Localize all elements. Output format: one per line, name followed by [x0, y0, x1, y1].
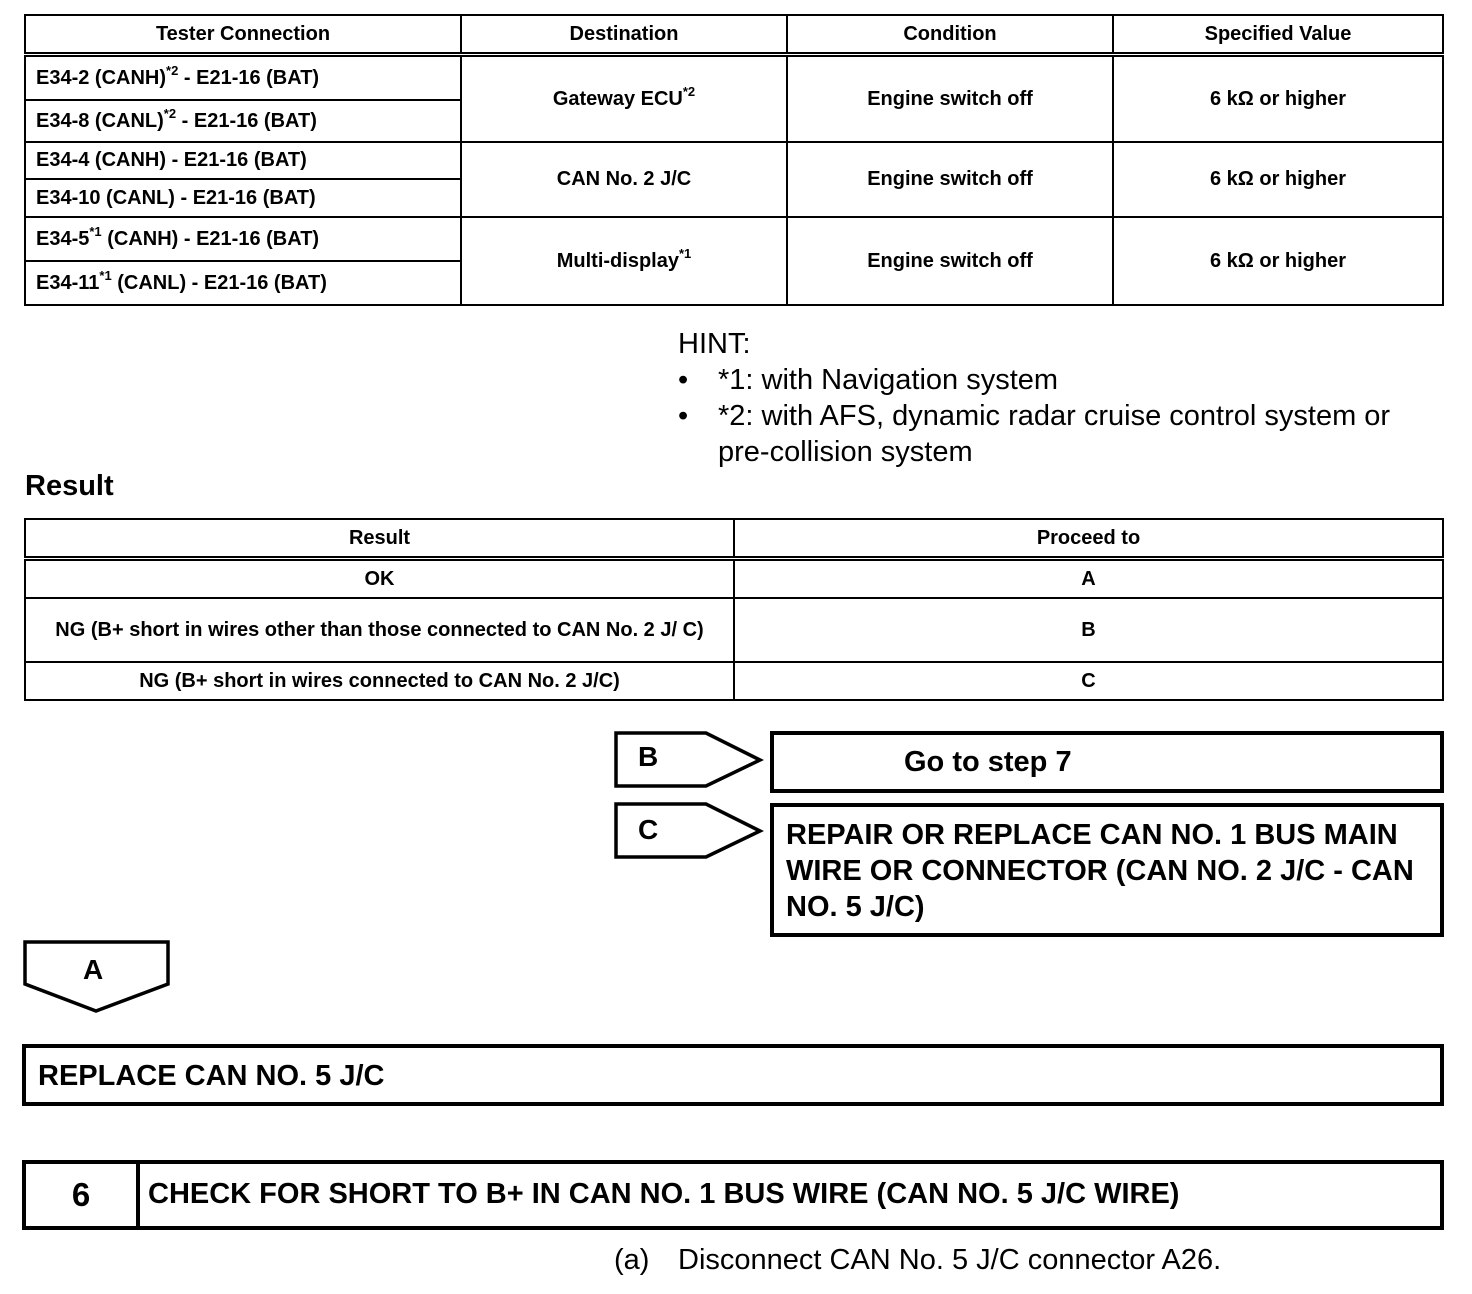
result-cell: NG (B+ short in wires connected to CAN No. 2 J/C) — [25, 662, 734, 700]
arrow-right-icon — [614, 802, 764, 860]
repair-replace-box — [770, 803, 1444, 937]
table-header-row — [25, 519, 1443, 559]
destination-cell: Gateway ECU$^{*2}$ — [461, 55, 787, 143]
header-destination: Destination — [461, 15, 787, 55]
substep-label: (a) — [614, 1244, 650, 1276]
proceed-cell: B — [734, 598, 1443, 662]
tester-connection-cell: E34-10 (CANL) - E21-16 (BAT) — [25, 179, 461, 217]
hint-list — [678, 362, 1448, 470]
hint-block — [678, 326, 1448, 470]
header-proceed-to: Proceed to — [734, 519, 1443, 559]
branch-a-label: A — [83, 954, 104, 985]
replace-can-jc-box — [22, 1044, 1444, 1106]
hint-item: • *2: with AFS, dynamic radar cruise control system or pre-collision system — [678, 398, 1448, 470]
header-condition: Condition — [787, 15, 1113, 55]
condition-cell: Engine switch off — [787, 217, 1113, 305]
branch-a-arrow — [23, 940, 171, 1014]
branch-c-arrow — [614, 802, 764, 860]
branch-b-arrow — [614, 731, 764, 789]
step-6-box — [22, 1160, 1444, 1230]
specified-value-cell: 6 kΩ or higher — [1113, 217, 1443, 305]
condition-cell: Engine switch off — [787, 142, 1113, 217]
condition-cell: Engine switch off — [787, 55, 1113, 143]
table-header-row — [25, 15, 1443, 55]
table-row — [25, 55, 1443, 101]
header-result: Result — [25, 519, 734, 559]
replace-can-jc-text: REPLACE CAN NO. 5 J/C — [38, 1060, 385, 1092]
tester-connection-cell: E34-11$^{*1}$ (CANL) - E21-16 (BAT) — [25, 261, 461, 305]
header-tester-connection: Tester Connection — [25, 15, 461, 55]
substep-text: Disconnect CAN No. 5 J/C connector A26. — [678, 1244, 1222, 1276]
branch-b-label: B — [638, 741, 659, 772]
result-cell: NG (B+ short in wires other than those connected to CAN No. 2 J/ C) — [25, 598, 734, 662]
specified-value-cell: 6 kΩ or higher — [1113, 142, 1443, 217]
tester-connection-cell: E34-4 (CANH) - E21-16 (BAT) — [25, 142, 461, 179]
table-row — [25, 598, 1443, 662]
table-row — [25, 142, 1443, 179]
table-row — [25, 217, 1443, 261]
tester-connection-cell: E34-8 (CANL)$^{*2}$ - E21-16 (BAT) — [25, 100, 461, 142]
substep-a — [614, 1244, 1221, 1277]
result-heading: Result — [25, 470, 114, 502]
arrow-right-icon — [614, 731, 764, 789]
specified-value-cell: 6 kΩ or higher — [1113, 55, 1443, 143]
table-row — [25, 662, 1443, 700]
tester-connection-table — [24, 14, 1444, 306]
table-row — [25, 559, 1443, 599]
hint-item: • *1: with Navigation system — [678, 362, 1448, 398]
destination-cell: Multi-display$^{*1}$ — [461, 217, 787, 305]
branch-c-label: C — [638, 814, 659, 845]
proceed-cell: C — [734, 662, 1443, 700]
step-title: CHECK FOR SHORT TO B+ IN CAN NO. 1 BUS WIRE (CAN NO. 5 J/C WIRE) — [148, 1178, 1180, 1210]
tester-connection-cell: E34-2 (CANH)$^{*2}$ - E21-16 (BAT) — [25, 55, 461, 101]
destination-cell: CAN No. 2 J/C — [461, 142, 787, 217]
go-to-step-7-text: Go to step 7 — [904, 746, 1072, 778]
proceed-cell: A — [734, 559, 1443, 599]
repair-replace-text: REPAIR OR REPLACE CAN NO. 1 BUS MAIN WIRE OR CONNECTOR (CAN NO. 2 J/C - CAN NO. 5 J/C) — [786, 819, 1414, 923]
result-cell: OK — [25, 559, 734, 599]
header-specified-value: Specified Value — [1113, 15, 1443, 55]
step-number: 6 — [26, 1164, 140, 1226]
hint-label: HINT: — [678, 328, 751, 360]
tester-connection-cell: E34-5$^{*1}$ (CANH) - E21-16 (BAT) — [25, 217, 461, 261]
result-table — [24, 518, 1444, 701]
go-to-step-7-box — [770, 731, 1444, 793]
